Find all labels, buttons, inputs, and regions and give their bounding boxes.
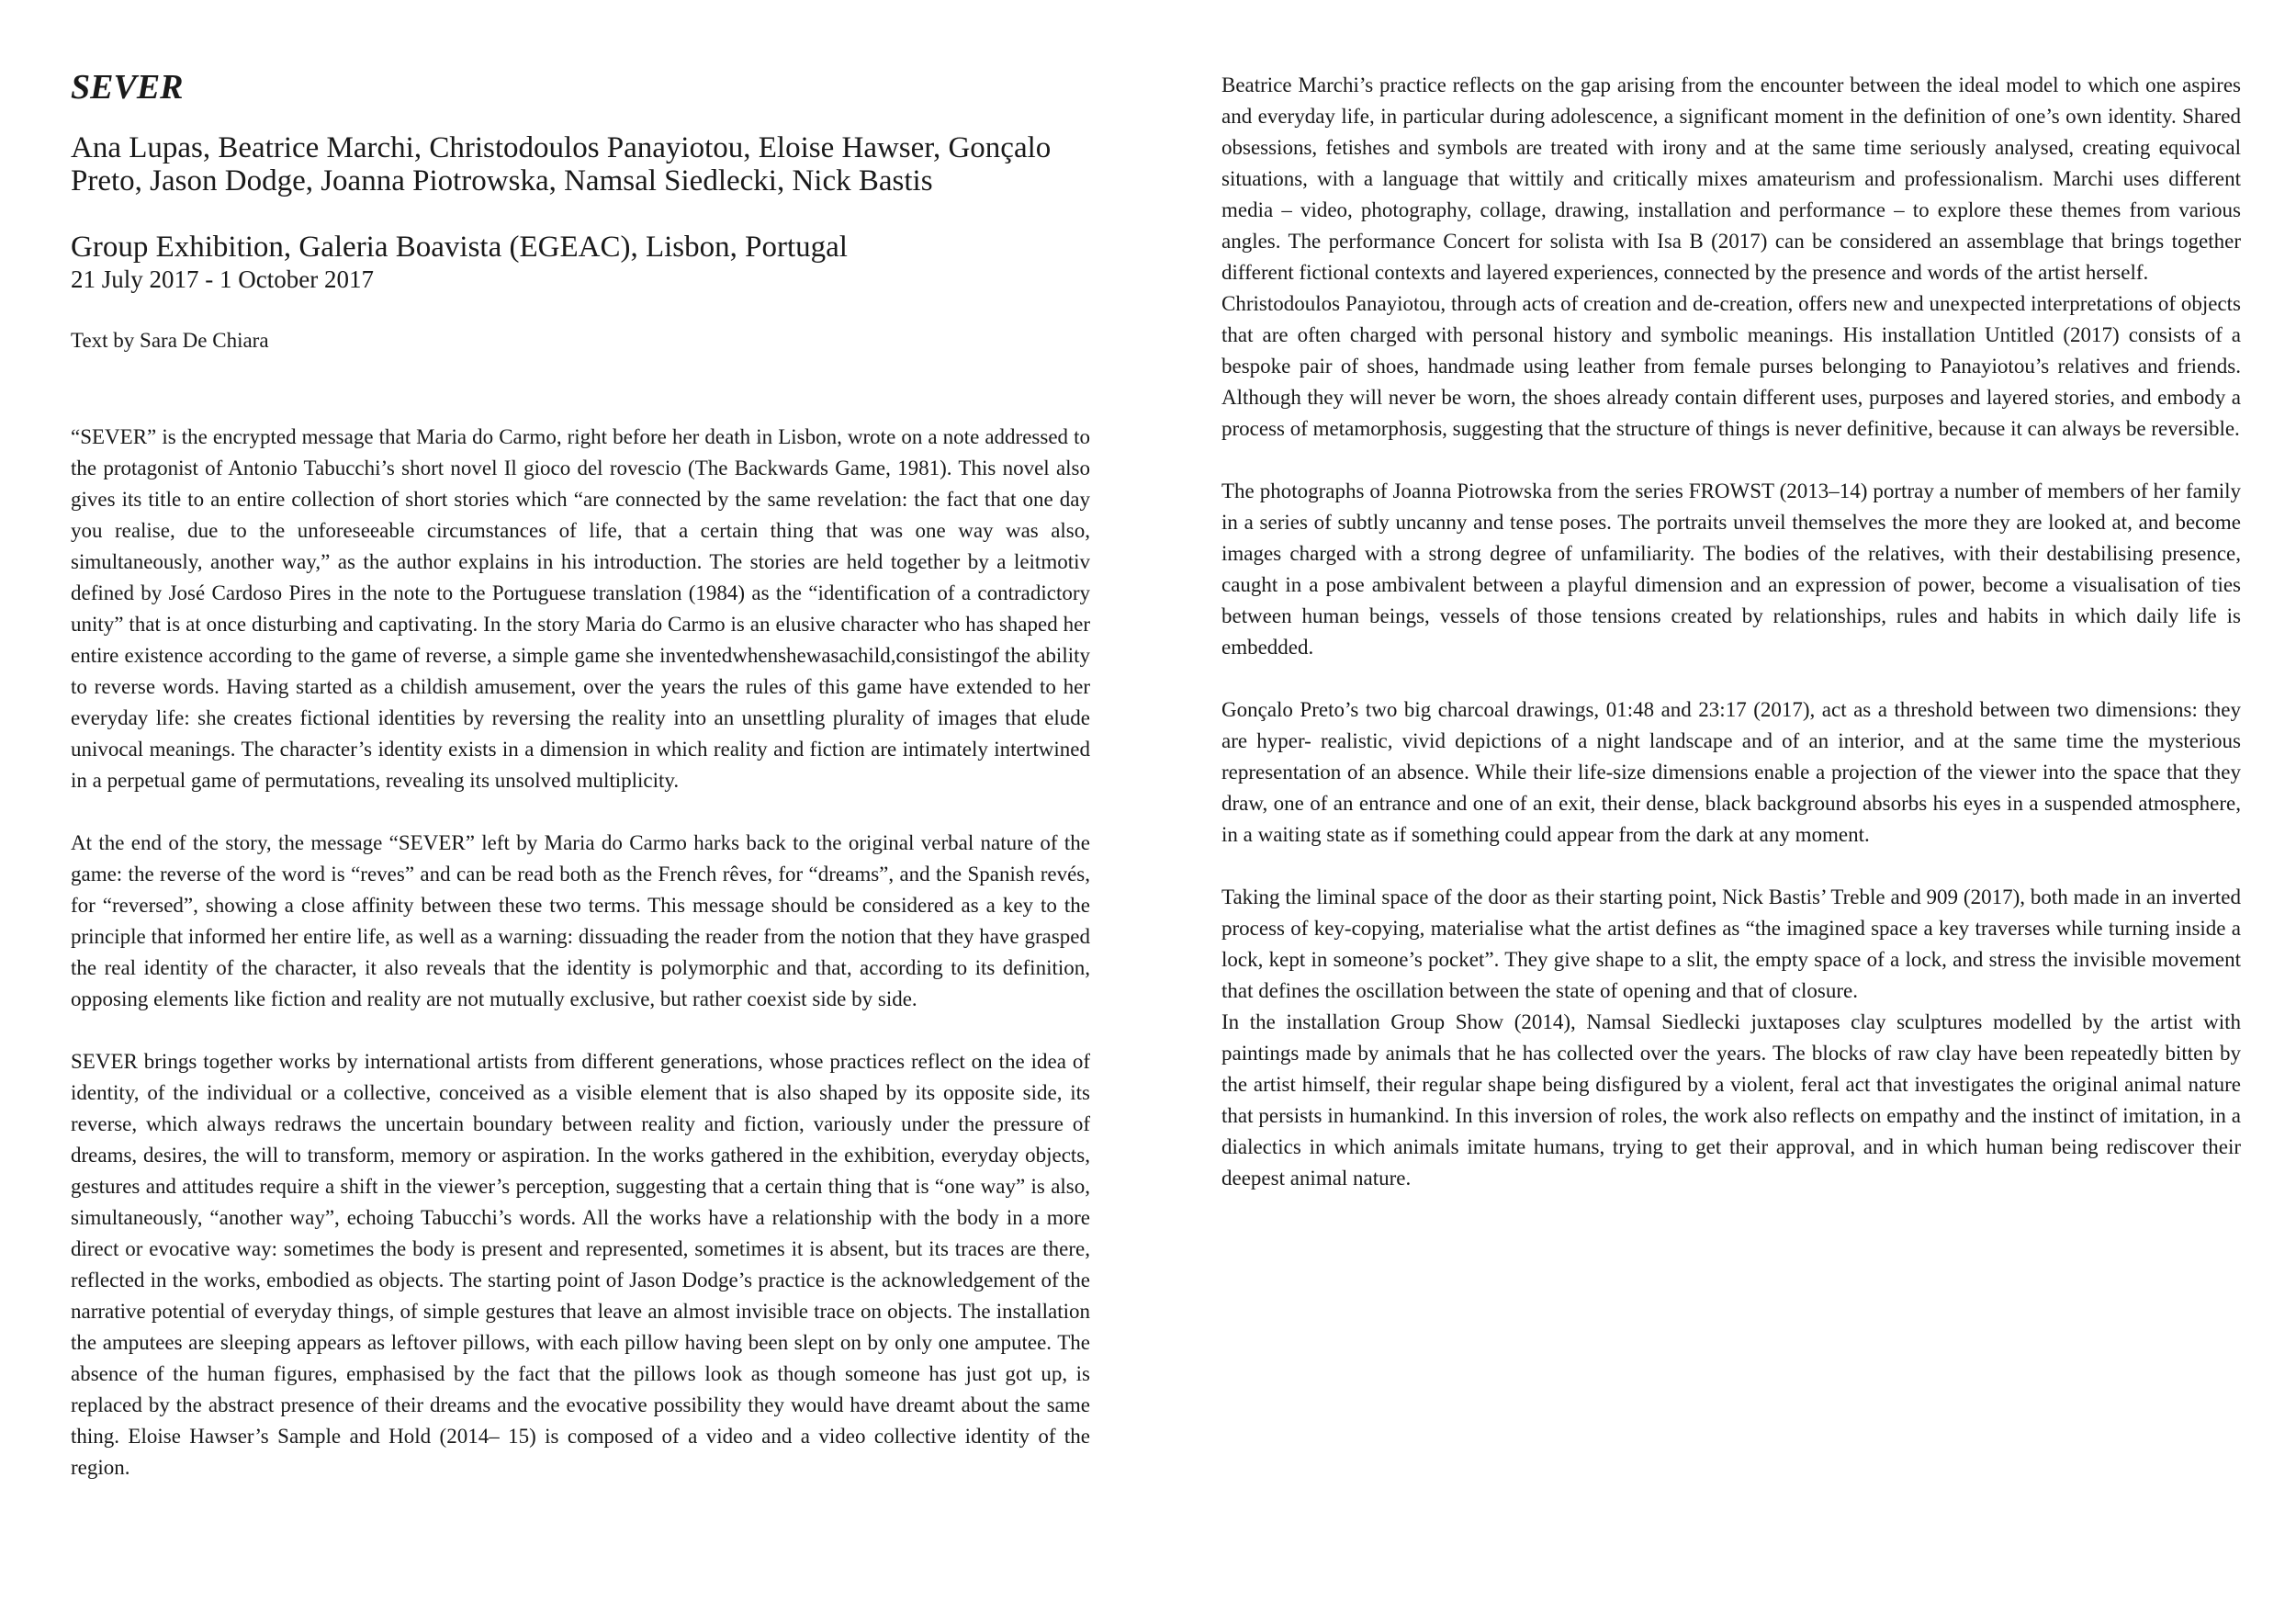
exhibition-dates: 21 July 2017 - 1 October 2017: [71, 265, 374, 293]
exhibition-title: SEVER: [71, 68, 184, 107]
paragraph: Gonçalo Preto’s two big charcoal drawings, 01:48 and 23:17 (2017), act as a threshold between two dimensions: they are hyper- realistic, vivid depictions of a night landscape and of an interior, and at the same time the mysterious representation of an absence. While their life-size dimensions enable a projection of the viewer into the space that they draw, one of an entrance and one of an exit, their dense, black background absorbs his eyes in a suspended atmosphere, in a waiting state as if something could appear from the dark at any moment.: [1221, 698, 2241, 846]
paragraph: Taking the liminal space of the door as their starting point, Nick Bastis’ Treble and 909 (2017), both made in an inverted process of key-copying, materialise what the artist defines as “the imagined space a key traverses while turning inside a lock, kept in someone’s pocket”. They give shape to a slit, the empty space of a lock, and stress the invisible movement that defines the oscillation between the state of opening and that of closure.: [1221, 885, 2241, 1002]
text-author: Text by Sara De Chiara: [71, 329, 269, 352]
paragraph: Beatrice Marchi’s practice reflects on the gap arising from the encounter between the ideal model to which one aspires and everyday life, in particular during adolescence, a significant moment in the definition of one’s own identity. Shared obsessions, fetishes and symbols are treated with irony and at the same time seriously analysed, creating equivocal situations, with a language that wittily and critically mixes amateurism and professionalism. Marchi uses different media – video, photography, collage, drawing, installation and performance – to explore these themes from various angles. The performance Concert for solista with Isa B (2017) can be considered an assemblage that brings together different fictional contexts and layered experiences, connected by the presence and words of the artist herself.: [1221, 73, 2241, 284]
exhibition-venue: Group Exhibition, Galeria Boavista (EGEAC), Lisbon, Portugal: [71, 231, 848, 264]
paragraph: In the installation Group Show (2014), Namsal Siedlecki juxtaposes clay sculptures modelled by the artist with paintings made by animals that he has collected over the years. The blocks of raw clay have been repeatedly bitten by the artist himself, their regular shape being disfigured by a violent, feral act that investigates the original animal nature that persists in humankind. In this inversion of roles, the work also reflects on empathy and the instinct of imitation, in a dialectics in which animals imitate humans, trying to get their approval, and in which human being rediscover their deepest animal nature.: [1221, 1010, 2241, 1190]
paragraph: At the end of the story, the message “SEVER” left by Maria do Carmo harks back to the original verbal nature of the game: the reverse of the word is “reves” and can be read both as the French rêves, for “dreams”, and the Spanish revés, for “reversed”, showing a close affinity between these two terms. This message should be considered as a key to the principle that informed her entire life, as well as a warning: dissuading the reader from the notion that they have grasped the real identity of the character, it also reveals that the identity is polymorphic and that, according to its definition, opposing elements like fiction and reality are not mutually exclusive, but rather coexist side by side.: [71, 831, 1090, 1010]
paragraph: The photographs of Joanna Piotrowska from the series FROWST (2013–14) portray a number of members of her family in a series of subtly uncanny and tense poses. The portraits unveil themselves the more they are looked at, and become images charged with a strong degree of unfamiliarity. The bodies of the relatives, with their destabilising presence, caught in a pose ambivalent between a playful dimension and an expression of power, become a visualisation of ties between human beings, vessels of those tensions created by relationships, rules and habits in which daily life is embedded.: [1221, 479, 2241, 659]
paragraph: Christodoulos Panayiotou, through acts of creation and de-creation, offers new and unexpected interpretations of objects that are often charged with personal history and symbolic meanings. His installation Untitled (2017) consists of a bespoke pair of shoes, handmade using leather from female purses belonging to Panayiotou’s relatives and friends. Although they will never be worn, the shoes already contain different uses, purposes and layered stories, and embody a process of metamorphosis, suggesting that the structure of things is never definitive, because it can always be reversible.: [1221, 292, 2241, 440]
right-page: [1148, 0, 2296, 1624]
left-text-column: [71, 422, 1090, 1483]
paragraph: SEVER brings together works by international artists from different generations, whose practices reflect on the idea of identity, of the individual or a collective, conceived as a visible element that is also shaped by its opposite side, its reverse, which always redraws the uncertain boundary between reality and fiction, variously under the pressure of dreams, desires, the will to transform, memory or aspiration. In the works gathered in the exhibition, everyday objects, gestures and attitudes require a shift in the viewer’s perception, suggesting that a certain thing that is “one way” is also, simultaneously, “another way”, echoing Tabucchi’s words. All the works have a relationship with the body in a more direct or evocative way: sometimes the body is present and represented, sometimes it is absent, but its traces are there, reflected in the works, embodied as objects. The starting point of Jason Dodge’s practice is the acknowledgement of the narrative potential of everyday things, of simple gestures that leave an almost invisible trace on objects. The installation the amputees are sleeping appears as leftover pillows, with each pillow having been slept on by only one amputee. The absence of the human figures, emphasised by the fact that the pillows look as though someone has just got up, is replaced by the abstract presence of their dreams and the evocative possibility they would have dreamt about the same thing. Eloise Hawser’s Sample and Hold (2014– 15) is composed of a video and a video collective identity of the region.: [71, 1050, 1090, 1479]
artist-list: Ana Lupas, Beatrice Marchi, Christodoulos Panayiotou, Eloise Hawser, Gonçalo Preto, Jason Dodge, Joanna Piotrowska, Namsal Siedlecki, Nick Bastis: [71, 131, 1052, 197]
paragraph: “SEVER” is the encrypted message that Maria do Carmo, right before her death in Lisbon, wrote on a note addressed to the protagonist of Antonio Tabucchi’s short novel Il gioco del rovescio (The Backwards Game, 1981). This novel also gives its title to an entire collection of short stories which “are connected by the same revelation: the fact that one day you realise, due to the unforeseeable circumstances of life, that a certain thing that was one way was also, simultaneously, another way,” as the author explains in his introduction. The stories are held together by a leitmotiv defined by José Cardoso Pires in the note to the Portuguese translation (1984) as the “identification of a contradictory unity” that is at once disturbing and captivating. In the story Maria do Carmo is an elusive character who has shaped her entire existence according to the game of reverse, a simple game she inventedwhenshewasachild,consistingof the ability to reverse words. Having started as a childish amusement, over the years the rules of this game have extended to her everyday life: she creates fictional identities by reversing the reality into an unsettling plurality of images that elude univocal meanings. The character’s identity exists in a dimension in which reality and fiction are intimately intertwined in a perpetual game of permutations, revealing its unsolved multiplicity.: [71, 425, 1090, 792]
right-text-column: [1221, 70, 2241, 1194]
